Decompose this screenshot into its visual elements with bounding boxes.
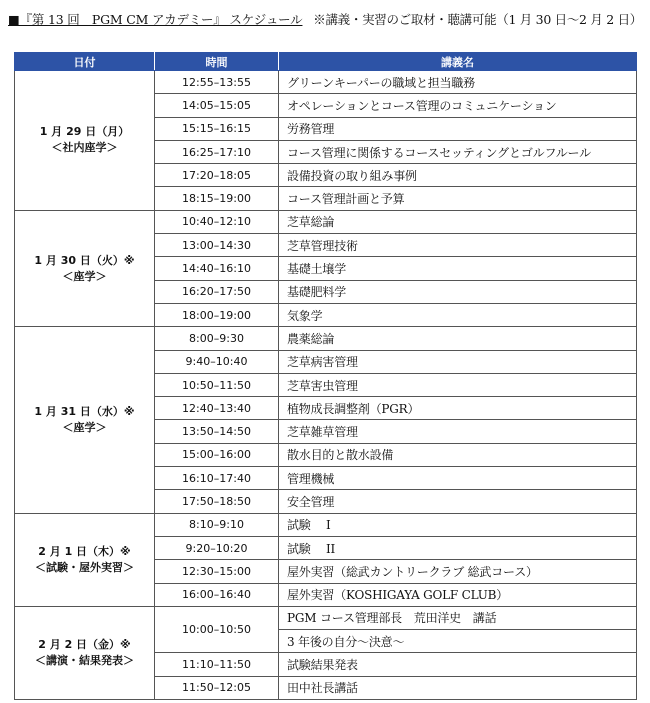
schedule-table — [14, 52, 637, 700]
lecture-cell: 設備投資の取り組み事例 — [279, 164, 637, 187]
date-label: 1 月 30 日（火）※ — [34, 253, 135, 267]
lecture-cell: 農薬総論 — [279, 327, 637, 350]
table-row — [15, 513, 637, 536]
lecture-cell: グリーンキーパーの職域と担当職務 — [279, 71, 637, 94]
date-cell — [15, 606, 155, 699]
table-row — [15, 71, 637, 94]
session-type-label: ＜座学＞ — [62, 269, 107, 283]
time-cell: 17:20–18:05 — [155, 164, 279, 187]
time-cell: 10:50–11:50 — [155, 373, 279, 396]
press-note: ※講義・実習のご取材・聴講可能（1 月 30 日～2 月 2 日） — [313, 12, 642, 27]
lecture-cell: 芝草総論 — [279, 210, 637, 233]
time-cell: 9:40–10:40 — [155, 350, 279, 373]
lecture-cell: 屋外実習（KOSHIGAYA GOLF CLUB） — [279, 583, 637, 606]
column-header-lecture: 講義名 — [279, 53, 637, 71]
session-type-label: ＜座学＞ — [62, 420, 107, 434]
lecture-cell: 植物成長調整剤（PGR） — [279, 397, 637, 420]
time-cell: 16:25–17:10 — [155, 140, 279, 163]
lecture-cell: オペレーションとコース管理のコミュニケーション — [279, 94, 637, 117]
date-cell — [15, 327, 155, 513]
time-cell: 18:00–19:00 — [155, 303, 279, 326]
page-header — [8, 10, 642, 32]
time-cell: 14:05–15:05 — [155, 94, 279, 117]
table-row — [15, 327, 637, 350]
lecture-cell: 散水目的と散水設備 — [279, 443, 637, 466]
lecture-cell: 田中社長講話 — [279, 676, 637, 699]
lecture-cell: 気象学 — [279, 303, 637, 326]
session-type-label: ＜社内座学＞ — [51, 141, 118, 155]
time-cell: 11:10–11:50 — [155, 653, 279, 676]
time-cell: 15:15–16:15 — [155, 117, 279, 140]
date-label: 1 月 29 日（月） — [39, 125, 130, 139]
lecture-cell: 3 年後の自分～決意～ — [279, 630, 637, 653]
time-cell: 10:40–12:10 — [155, 210, 279, 233]
lecture-cell: 試験結果発表 — [279, 653, 637, 676]
time-cell: 16:20–17:50 — [155, 280, 279, 303]
lecture-cell: 基礎土壌学 — [279, 257, 637, 280]
column-header-time: 時間 — [155, 53, 279, 71]
time-cell: 18:15–19:00 — [155, 187, 279, 210]
time-cell: 11:50–12:05 — [155, 676, 279, 699]
lecture-cell: 労務管理 — [279, 117, 637, 140]
time-cell: 12:40–13:40 — [155, 397, 279, 420]
lecture-cell: 基礎肥料学 — [279, 280, 637, 303]
time-cell: 13:50–14:50 — [155, 420, 279, 443]
lecture-cell: 芝草管理技術 — [279, 234, 637, 257]
time-cell: 8:10–9:10 — [155, 513, 279, 536]
page-title: ■『第 13 回 PGM CM アカデミー』 スケジュール — [8, 12, 303, 27]
table-row — [15, 606, 637, 629]
session-type-label: ＜試験・屋外実習＞ — [35, 560, 134, 574]
time-cell: 9:20–10:20 — [155, 536, 279, 559]
date-cell — [15, 513, 155, 606]
lecture-cell: 管理機械 — [279, 467, 637, 490]
lecture-cell: PGM コース管理部長 荒田洋史 講話 — [279, 606, 637, 629]
time-cell: 14:40–16:10 — [155, 257, 279, 280]
time-cell: 12:30–15:00 — [155, 560, 279, 583]
lecture-cell: 屋外実習（総武カントリークラブ 総武コース） — [279, 560, 637, 583]
time-cell: 17:50–18:50 — [155, 490, 279, 513]
time-cell: 16:00–16:40 — [155, 583, 279, 606]
date-label: 2 月 2 日（金）※ — [38, 637, 131, 651]
time-cell: 8:00–9:30 — [155, 327, 279, 350]
time-cell: 16:10–17:40 — [155, 467, 279, 490]
time-cell: 12:55–13:55 — [155, 71, 279, 94]
column-header-date: 日付 — [15, 53, 155, 71]
lecture-cell: 試験 I — [279, 513, 637, 536]
date-label: 1 月 31 日（水）※ — [34, 404, 135, 418]
lecture-cell: コース管理に関係するコースセッティングとゴルフルール — [279, 140, 637, 163]
lecture-cell: 安全管理 — [279, 490, 637, 513]
date-cell — [15, 210, 155, 326]
time-cell: 10:00–10:50 — [155, 606, 279, 653]
lecture-cell: 芝草害虫管理 — [279, 373, 637, 396]
lecture-cell: 芝草雑草管理 — [279, 420, 637, 443]
lecture-cell: 芝草病害管理 — [279, 350, 637, 373]
lecture-cell: コース管理計画と予算 — [279, 187, 637, 210]
date-cell — [15, 71, 155, 211]
time-cell: 15:00–16:00 — [155, 443, 279, 466]
session-type-label: ＜講演・結果発表＞ — [35, 653, 134, 667]
table-row — [15, 210, 637, 233]
date-label: 2 月 1 日（木）※ — [38, 544, 131, 558]
time-cell: 13:00–14:30 — [155, 234, 279, 257]
table-header-row — [15, 53, 637, 71]
lecture-cell: 試験 II — [279, 536, 637, 559]
